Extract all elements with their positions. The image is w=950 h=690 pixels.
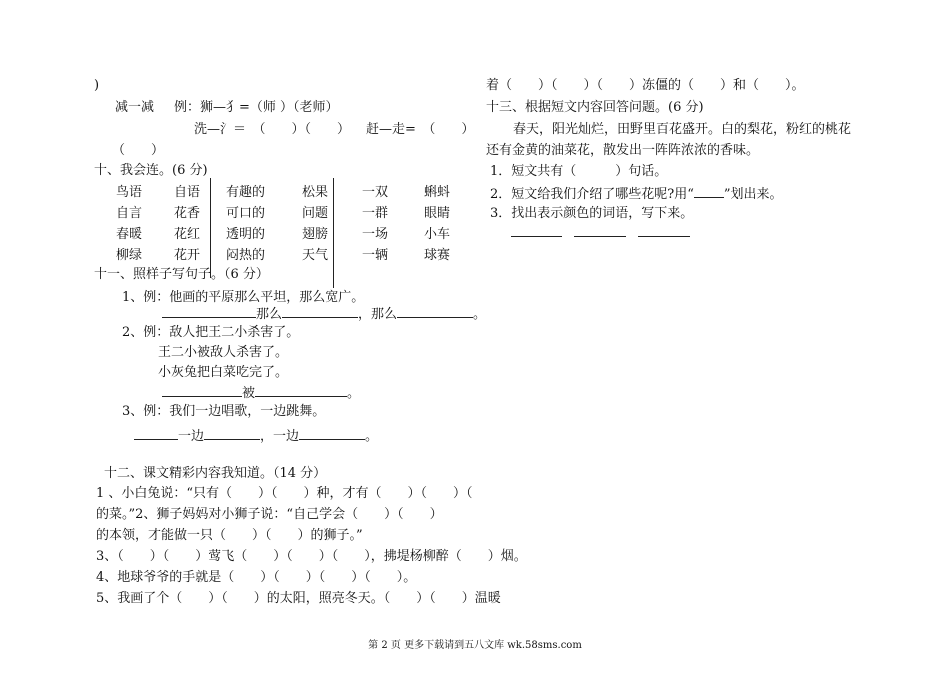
question-1: 1．短文共有（ ）句话。 bbox=[490, 164, 668, 179]
section-12-line-1: 1 、小白兔说：“只有（ ）（ ）种，才有（ ）（ ）（ bbox=[96, 486, 473, 501]
right-line-1: 着（ ）（ ）（ ）冻僵的（ ）和（ ）。 bbox=[486, 78, 805, 93]
section-12-title: 十二、课文精彩内容我知道。（14 分） bbox=[104, 466, 327, 481]
match-word[interactable]: 松果 bbox=[302, 185, 329, 200]
section-13-title: 十三、根据短文内容回答问题。(6 分) bbox=[486, 100, 704, 115]
blank[interactable] bbox=[397, 305, 473, 318]
end-mark: 。 bbox=[365, 429, 379, 444]
match-word[interactable]: 蝌蚪 bbox=[424, 185, 451, 200]
match-word[interactable]: 一场 bbox=[362, 227, 389, 242]
match-word[interactable]: 闷热的 bbox=[226, 248, 266, 263]
example-2: 2、例：敌人把王二小杀害了。 bbox=[122, 325, 300, 340]
word-namo-1: 那么 bbox=[256, 307, 283, 322]
passage-line-1: 春天，阳光灿烂，田野里百花盛开。白的梨花，粉红的桃花 bbox=[513, 122, 852, 137]
example-3: 3、例：我们一边唱歌，一边跳舞。 bbox=[122, 404, 326, 419]
match-word[interactable]: 鸟语 bbox=[116, 185, 143, 200]
match-word[interactable]: 一群 bbox=[362, 206, 389, 221]
question-3: 3．找出表示颜色的词语，写下来。 bbox=[490, 206, 694, 221]
blank[interactable] bbox=[299, 427, 365, 440]
example-3-answer bbox=[134, 427, 378, 445]
passage-line-2: 还有金黄的油菜花，散发出一阵阵浓浓的香味。 bbox=[486, 143, 760, 158]
match-word[interactable]: 一双 bbox=[362, 185, 389, 200]
match-word[interactable]: 可口的 bbox=[226, 206, 266, 221]
word-yibian-2: ，一边 bbox=[260, 429, 300, 444]
subtract-item-2: 赶—走= （ ） bbox=[366, 122, 475, 137]
subtract-label: 减一减 bbox=[115, 100, 155, 115]
blank[interactable] bbox=[255, 384, 347, 397]
blank[interactable] bbox=[282, 305, 358, 318]
question-2 bbox=[490, 185, 783, 203]
match-word[interactable]: 透明的 bbox=[226, 227, 266, 242]
section-12-line-2: 的菜。”2、狮子妈妈对小狮子说：“自己学会（ ）（ ） bbox=[96, 507, 443, 522]
blank[interactable] bbox=[162, 384, 242, 397]
match-word[interactable]: 春暖 bbox=[116, 227, 143, 242]
section-10-title: 十、我会连。(6 分) bbox=[94, 163, 208, 178]
match-word[interactable]: 球赛 bbox=[424, 248, 451, 263]
subtract-item-1: 洗—氵＝ （ ）（ ） bbox=[194, 122, 351, 137]
match-word[interactable]: 花红 bbox=[174, 227, 201, 242]
blank[interactable] bbox=[134, 427, 178, 440]
blank[interactable] bbox=[204, 427, 260, 440]
match-word[interactable]: 翅膀 bbox=[302, 227, 329, 242]
example-2-b: 小灰兔把白菜吃完了。 bbox=[158, 365, 289, 380]
match-word[interactable]: 一辆 bbox=[362, 248, 389, 263]
example-2-a: 王二小被敌人杀害了。 bbox=[158, 345, 289, 360]
match-word[interactable]: 柳绿 bbox=[116, 248, 143, 263]
answer-line-2[interactable] bbox=[574, 236, 626, 237]
section-11-title: 十一、照样子写句子。（6 分） bbox=[94, 267, 269, 282]
word-yibian-1: 一边 bbox=[178, 429, 205, 444]
match-word[interactable]: 自言 bbox=[116, 206, 143, 221]
match-word[interactable]: 花香 bbox=[174, 206, 201, 221]
subtract-example: 例：狮—犭=（师 ）（老师） bbox=[174, 100, 339, 115]
end-mark: 。 bbox=[473, 307, 487, 322]
word-namo-2: ，那么 bbox=[358, 307, 398, 322]
section-12-line-5: 4、地球爷爷的手就是（ ）（ ）（ ）（ ）。 bbox=[96, 570, 417, 585]
blank[interactable] bbox=[162, 305, 256, 318]
section-12-line-3: 的本领，才能做一只（ ）（ ）的狮子。” bbox=[96, 528, 363, 543]
question-2-text: 2．短文给我们介绍了哪些花呢?用“ bbox=[490, 187, 694, 202]
match-word[interactable]: 天气 bbox=[302, 248, 329, 263]
question-2-end: ”划出来。 bbox=[723, 187, 783, 202]
match-word[interactable]: 花开 bbox=[174, 248, 201, 263]
answer-line-3[interactable] bbox=[638, 236, 690, 237]
example-1-answer bbox=[162, 305, 486, 323]
match-word[interactable]: 眼睛 bbox=[424, 206, 451, 221]
word-bei: 被 bbox=[242, 386, 256, 401]
example-2-answer bbox=[162, 384, 360, 402]
match-word[interactable]: 自语 bbox=[174, 185, 201, 200]
section-12-line-4: 3、（ ）（ ）莺飞（ ）（ ）（ ），拂堤杨柳醉（ ）烟。 bbox=[96, 549, 527, 564]
paren-close: ) bbox=[94, 78, 100, 93]
subtract-item-3: （ ） bbox=[112, 143, 165, 158]
section-12-line-6: 5、我画了个（ ）（ ）的太阳，照亮冬天。（ ）（ ）温暖 bbox=[96, 591, 501, 606]
grid-divider-1 bbox=[210, 178, 211, 278]
end-mark: 。 bbox=[347, 386, 361, 401]
match-word[interactable]: 问题 bbox=[302, 206, 329, 221]
blank[interactable] bbox=[694, 185, 724, 198]
page-footer: 第 2 页 更多下载请到五八文库 wk.58sms.com bbox=[368, 640, 582, 651]
answer-line-1[interactable] bbox=[511, 236, 562, 237]
match-word[interactable]: 小车 bbox=[424, 227, 451, 242]
example-1: 1、例：他画的平原那么平坦，那么宽广。 bbox=[122, 290, 365, 305]
match-word[interactable]: 有趣的 bbox=[226, 185, 266, 200]
grid-divider-2 bbox=[333, 178, 334, 288]
